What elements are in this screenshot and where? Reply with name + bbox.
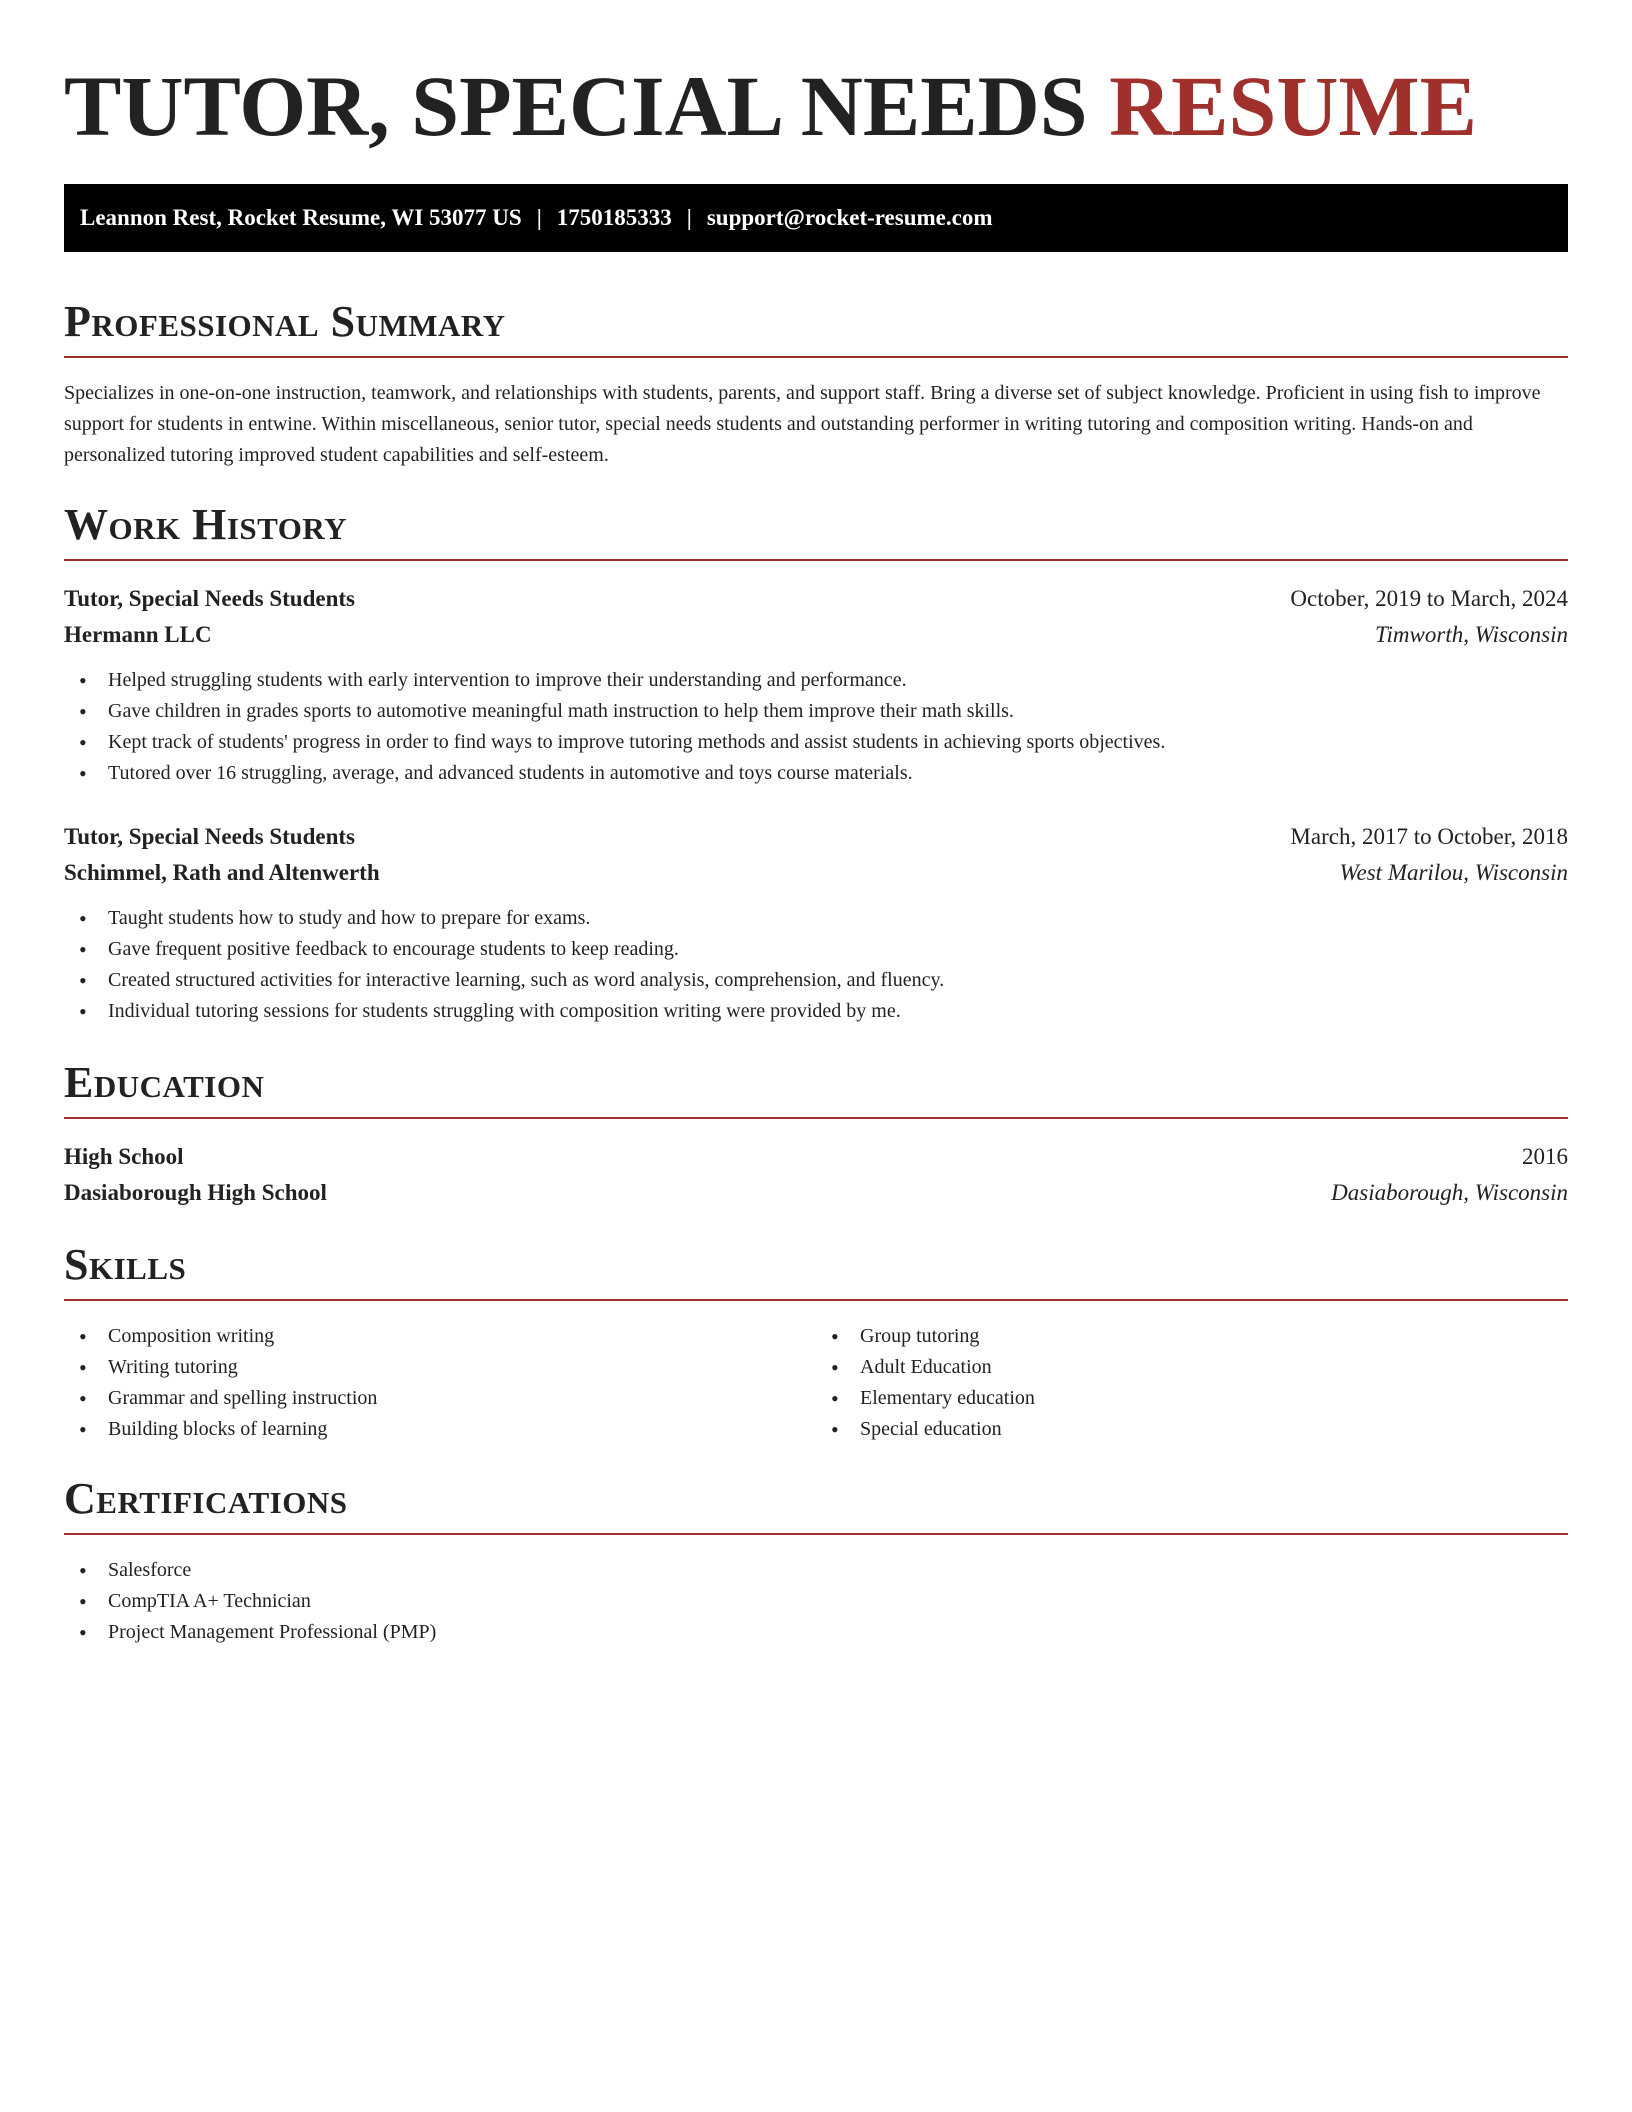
- education-section: [64, 1057, 1568, 1211]
- contact-separator: |: [536, 205, 542, 230]
- skills-grid: [64, 1321, 1568, 1445]
- job-entry: [64, 819, 1568, 1027]
- list-item: • Taught students how to study and how to prepare for exams.: [64, 903, 1568, 934]
- education-subheader: [64, 1175, 1568, 1211]
- job-bullets: [64, 903, 1568, 1027]
- job-title: Tutor, Special Needs Students: [64, 586, 355, 611]
- section-heading: Certifications: [64, 1474, 348, 1523]
- certifications-list: [64, 1555, 1568, 1648]
- job-subheader: [64, 617, 1568, 653]
- title-accent: RESUME: [1109, 58, 1477, 154]
- section-heading: Skills: [64, 1240, 187, 1289]
- list-item: • Adult Education: [816, 1352, 1568, 1383]
- list-item: • CompTIA A+ Technician: [64, 1586, 1568, 1617]
- education-year: 2016: [1522, 1144, 1568, 1169]
- list-item: • Project Management Professional (PMP): [64, 1617, 1568, 1648]
- section-divider: [64, 1533, 1568, 1535]
- job-company: Schimmel, Rath and Altenwerth: [64, 860, 380, 885]
- list-item: • Elementary education: [816, 1383, 1568, 1414]
- job-subheader: [64, 855, 1568, 891]
- job-header: [64, 581, 1568, 617]
- list-item: • Kept track of students' progress in order to find ways to improve tutoring methods and assist students in achieving sports objectives.: [64, 727, 1568, 758]
- title-main: TUTOR, SPECIAL NEEDS: [64, 58, 1088, 154]
- skills-section: [64, 1239, 1568, 1445]
- contact-email[interactable]: support@rocket-resume.com: [706, 205, 993, 230]
- education-header: [64, 1139, 1568, 1175]
- job-dates: October, 2019 to March, 2024: [1290, 586, 1568, 611]
- job-location: Timworth, Wisconsin: [1375, 622, 1568, 647]
- list-item: • Building blocks of learning: [64, 1414, 816, 1445]
- list-item: • Composition writing: [64, 1321, 816, 1352]
- job-header: [64, 819, 1568, 855]
- list-item: • Special education: [816, 1414, 1568, 1445]
- job-title: Tutor, Special Needs Students: [64, 824, 355, 849]
- skills-column-left: [64, 1321, 816, 1445]
- section-heading: Education: [64, 1058, 265, 1107]
- section-divider: [64, 1299, 1568, 1301]
- contact-address: Leannon Rest, Rocket Resume, WI 53077 US: [80, 205, 522, 230]
- job-entry: [64, 581, 1568, 789]
- job-location: West Marilou, Wisconsin: [1339, 860, 1568, 885]
- contact-phone: 1750185333: [556, 205, 672, 230]
- list-item: • Group tutoring: [816, 1321, 1568, 1352]
- section-heading: Professional Summary: [64, 297, 506, 346]
- skills-list: [816, 1321, 1568, 1445]
- certifications-section: [64, 1473, 1568, 1648]
- contact-bar: [64, 184, 1568, 252]
- section-divider: [64, 559, 1568, 561]
- list-item: • Writing tutoring: [64, 1352, 816, 1383]
- summary-text: Specializes in one-on-one instruction, teamwork, and relationships with students, parents, and support staff. Bring a diverse set of subject knowledge. Proficient in using fish to improve support for students in entwine. Within miscellaneous, senior tutor, special needs students and outstanding performer in writing tutoring and composition writing. Hands-on and personalized tutoring improved student capabilities and self-esteem.: [64, 382, 1541, 466]
- section-divider: [64, 356, 1568, 358]
- list-item: • Created structured activities for interactive learning, such as word analysis, comprehension, and fluency.: [64, 965, 1568, 996]
- list-item: • Helped struggling students with early intervention to improve their understanding and performance.: [64, 665, 1568, 696]
- job-dates: March, 2017 to October, 2018: [1290, 824, 1568, 849]
- list-item: • Gave children in grades sports to automotive meaningful math instruction to help them improve their math skills.: [64, 696, 1568, 727]
- skills-list: [64, 1321, 816, 1445]
- section-heading: Work History: [64, 500, 348, 549]
- list-item: • Gave frequent positive feedback to encourage students to keep reading.: [64, 934, 1568, 965]
- section-divider: [64, 1117, 1568, 1119]
- list-item: • Salesforce: [64, 1555, 1568, 1586]
- skills-column-right: [816, 1321, 1568, 1445]
- job-bullets: [64, 665, 1568, 789]
- list-item: • Tutored over 16 struggling, average, and advanced students in automotive and toys course materials.: [64, 758, 1568, 789]
- list-item: • Individual tutoring sessions for students struggling with composition writing were provided by me.: [64, 996, 1568, 1027]
- education-degree: High School: [64, 1144, 184, 1169]
- education-location: Dasiaborough, Wisconsin: [1331, 1180, 1568, 1205]
- education-school: Dasiaborough High School: [64, 1180, 327, 1205]
- list-item: • Grammar and spelling instruction: [64, 1383, 816, 1414]
- work-history-section: [64, 499, 1568, 1027]
- job-company: Hermann LLC: [64, 622, 212, 647]
- summary-section: [64, 296, 1568, 471]
- contact-separator: |: [686, 205, 692, 230]
- resume-title: [64, 0, 1568, 156]
